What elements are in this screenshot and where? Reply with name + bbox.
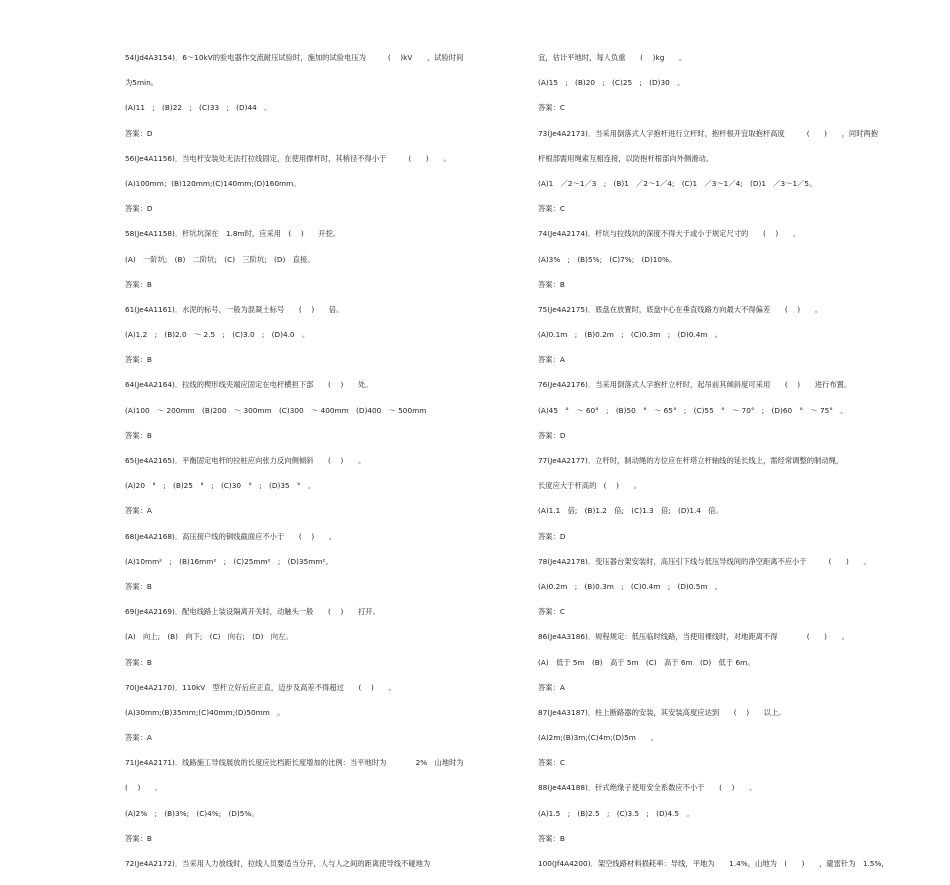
- text-line: 58(Je4A1158)．杆坑坑深在 1.8m时，应采用 ( ) 开挖。: [125, 229, 341, 239]
- text-line: (A)11 ; (B)22 ; (C)33 ; (D)44 。: [125, 103, 272, 113]
- text-line: 答案：A: [125, 506, 152, 516]
- text-line: 54(Jd4A3154)．6～10kV的验电器作交流耐压试验时，施加的试验电压为 ( )kV ，试验时间: [125, 53, 464, 62]
- text-line: 答案：D: [125, 204, 153, 214]
- text-line: 答案：C: [538, 607, 565, 617]
- text-line: (A) 一阶坑; (B) 二阶坑; (C) 三阶坑; (D) 直接。: [125, 254, 315, 264]
- text-line: (A)20 ° ; (B)25 ° ; (C)30 ° ; (D)35 ° 。: [125, 481, 316, 491]
- text-line: (A)30mm;(B)35mm;(C)40mm;(D)50mm 。: [125, 707, 285, 717]
- text-line: (A) 低于 5m (B) 高于 5m (C) 高于 6m (D) 低于 6m。: [538, 657, 755, 667]
- text-line: (A)45 ° ～ 60° ; (B)50 ° ～ 65° ; (C)55 ° ～ 70° ; (D)60 ° ～ 75° 。: [538, 405, 848, 415]
- text-line: (A)2m;(B)3m;(C)4m;(D)5m 。: [538, 733, 658, 743]
- text-line: 答案：D: [538, 531, 566, 541]
- text-line: 答案：B: [125, 833, 152, 843]
- text-line: (A)0.1m ; (B)0.2m ; (C)0.3m ; (D)0.4m 。: [538, 330, 723, 340]
- text-line: (A)2% ; (B)3%; (C)4%; (D)5%。: [125, 808, 259, 818]
- text-line: 78(Je4A2178)．变压器台架安装时，高压引下线与低压导线间的净空距离不应小于 ( ) 。: [538, 556, 871, 566]
- text-line: 答案：B: [125, 279, 152, 289]
- text-line: (A)15 ; (B)20 ; (C)25 ; (D)30 。: [538, 78, 685, 88]
- text-line: 100(Jf4A4200)．架空线路材料损耗率：导线，平地为 1.4%，山地为 ( ) ，避雷针为 1.5%，: [538, 859, 889, 868]
- text-line: 答案：D: [538, 430, 566, 440]
- text-line: (A)0.2m ; (B)0.3m ; (C)0.4m ; (D)0.5m 。: [538, 581, 723, 591]
- text-line: (A)3% ; (B)5%; (C)7%; (D)10%。: [538, 254, 677, 264]
- text-line: 答案：B: [538, 833, 565, 843]
- right-column: [538, 54, 933, 885]
- text-line: 74(Je4A2174)．杆坑与拉线坑的深度不得大于或小于规定尺寸的 ( ) 。: [538, 229, 801, 239]
- text-line: 答案：A: [538, 355, 565, 365]
- text-line: 杆根部需用绳索互相连接，以防抱杆根部向外侧滑动。: [538, 153, 714, 163]
- text-line: 为5min。: [125, 78, 158, 88]
- text-line: 77(Je4A2177)．立杆时，制动绳的方位应在杆塔立杆轴线的延长线上，需经常调整的制动绳，: [538, 456, 844, 465]
- text-line: 答案：B: [538, 279, 565, 289]
- text-line: 72(Je4A2172)．当采用人力放线时，拉线人员要适当分开，人与人之间的距离使导线不碰地为: [125, 859, 431, 868]
- text-line: 88(Je4A4188)．针式绝缘子使用安全系数应不小于 ( ) 。: [538, 783, 757, 793]
- text-line: (A)100mm；(B)120mm;(C)140mm;(D)160mm。: [125, 178, 301, 188]
- text-line: 86(Je4A3186)．规程规定：低压临时线路，当使用裸线时，对地距离不得 ( ) 。: [538, 632, 849, 642]
- text-line: 69(Je4A2169)．配电线路上装设隔离开关时，动触头一般 ( ) 打开。: [125, 607, 380, 617]
- text-line: 61(Je4A1161)．水泥的标号，一般为混凝土标号 ( ) 倍。: [125, 304, 344, 314]
- text-line: (A) 向上; (B) 向下; (C) 向右; (D) 向左。: [125, 632, 293, 642]
- text-line: 答案：A: [538, 682, 565, 692]
- text-line: (A)1.5 ; (B)2.5 ; (C)3.5 ; (D)4.5 。: [538, 808, 694, 818]
- text-line: 答案：B: [125, 430, 152, 440]
- text-line: (A)1.2 ; (B)2.0 ～ 2.5 ; (C)3.0 ; (D)4.0 。: [125, 330, 310, 340]
- text-line: 75(Je4A2175)．底盘在放置时，底盘中心在垂直线路方向最大不得偏差 ( ) 。: [538, 304, 823, 314]
- left-column: [125, 54, 525, 885]
- text-line: 68(Je4A2168)．高压接户线的铜线截面应不小于 ( ) 。: [125, 531, 337, 541]
- text-line: 87(Je4A3187)．柱上断路器的安装，其安装高度应达到 ( ) 以上。: [538, 707, 786, 717]
- text-line: 70(Je4A2170)．110kV 型杆立好后应正直，迈步及高差不得超过 ( ) 。: [125, 682, 396, 692]
- text-line: (A)10mm² ; (B)16mm² ; (C)25mm² ; (D)35mm²。: [125, 556, 333, 566]
- text-line: 答案：B: [125, 657, 152, 667]
- text-line: 64(Je4A2164)．拉线的楔形线夹端应固定在电杆横担下部 ( ) 处。: [125, 380, 373, 390]
- text-line: 答案：D: [125, 128, 153, 138]
- text-line: 答案：C: [538, 204, 565, 214]
- text-line: (A)100 ～ 200mm (B)200 ～ 300mm (C)300 ～ 400mm (D)400 ～ 500mm: [125, 405, 427, 415]
- text-line: 56(Je4A1156)．当电杆安装处无法打拉线固定，在使用撑杆时，其梢径不得小于 ( ) 。: [125, 153, 451, 163]
- text-line: (A)1 ／2～1／3 ; (B)1 ／2～1／4; (C)1 ／3～1／4; (D)1 ／3～1／5。: [538, 178, 817, 188]
- text-line: 65(Je4A2165)．平衡固定电杆的拉桩应向张力反向侧倾斜 ( ) 。: [125, 456, 366, 465]
- text-line: 答案：A: [125, 733, 152, 743]
- text-line: 答案：C: [538, 103, 565, 113]
- text-line: 宜，估计平地时，每人负重 ( )kg 。: [538, 53, 687, 62]
- text-line: 答案：B: [125, 581, 152, 591]
- text-line: 答案：B: [125, 355, 152, 365]
- text-line: 答案：C: [538, 758, 565, 768]
- text-line: 73(Je4A2173)．当采用倒落式人字抱杆进行立杆时，抱杆根开宜取抱杆高度 ( ) ，同时两抱: [538, 128, 879, 138]
- text-line: (A)1.1 倍; (B)1.2 倍; (C)1.3 倍; (D)1.4 倍。: [538, 506, 723, 516]
- text-line: 76(Je4A2176)．当采用倒落式人字抱杆立杆时，起吊前其倾斜度可采用 ( ) 进行布置。: [538, 380, 852, 390]
- text-line: 长度应大于杆高的 ( ) 。: [538, 481, 641, 491]
- text-line: ( ) 。: [125, 783, 163, 793]
- text-line: 71(Je4A2171)．线路施工导线展放的长度应比档距长度增加的比例：当平地时为 2% 山地时为: [125, 758, 464, 768]
